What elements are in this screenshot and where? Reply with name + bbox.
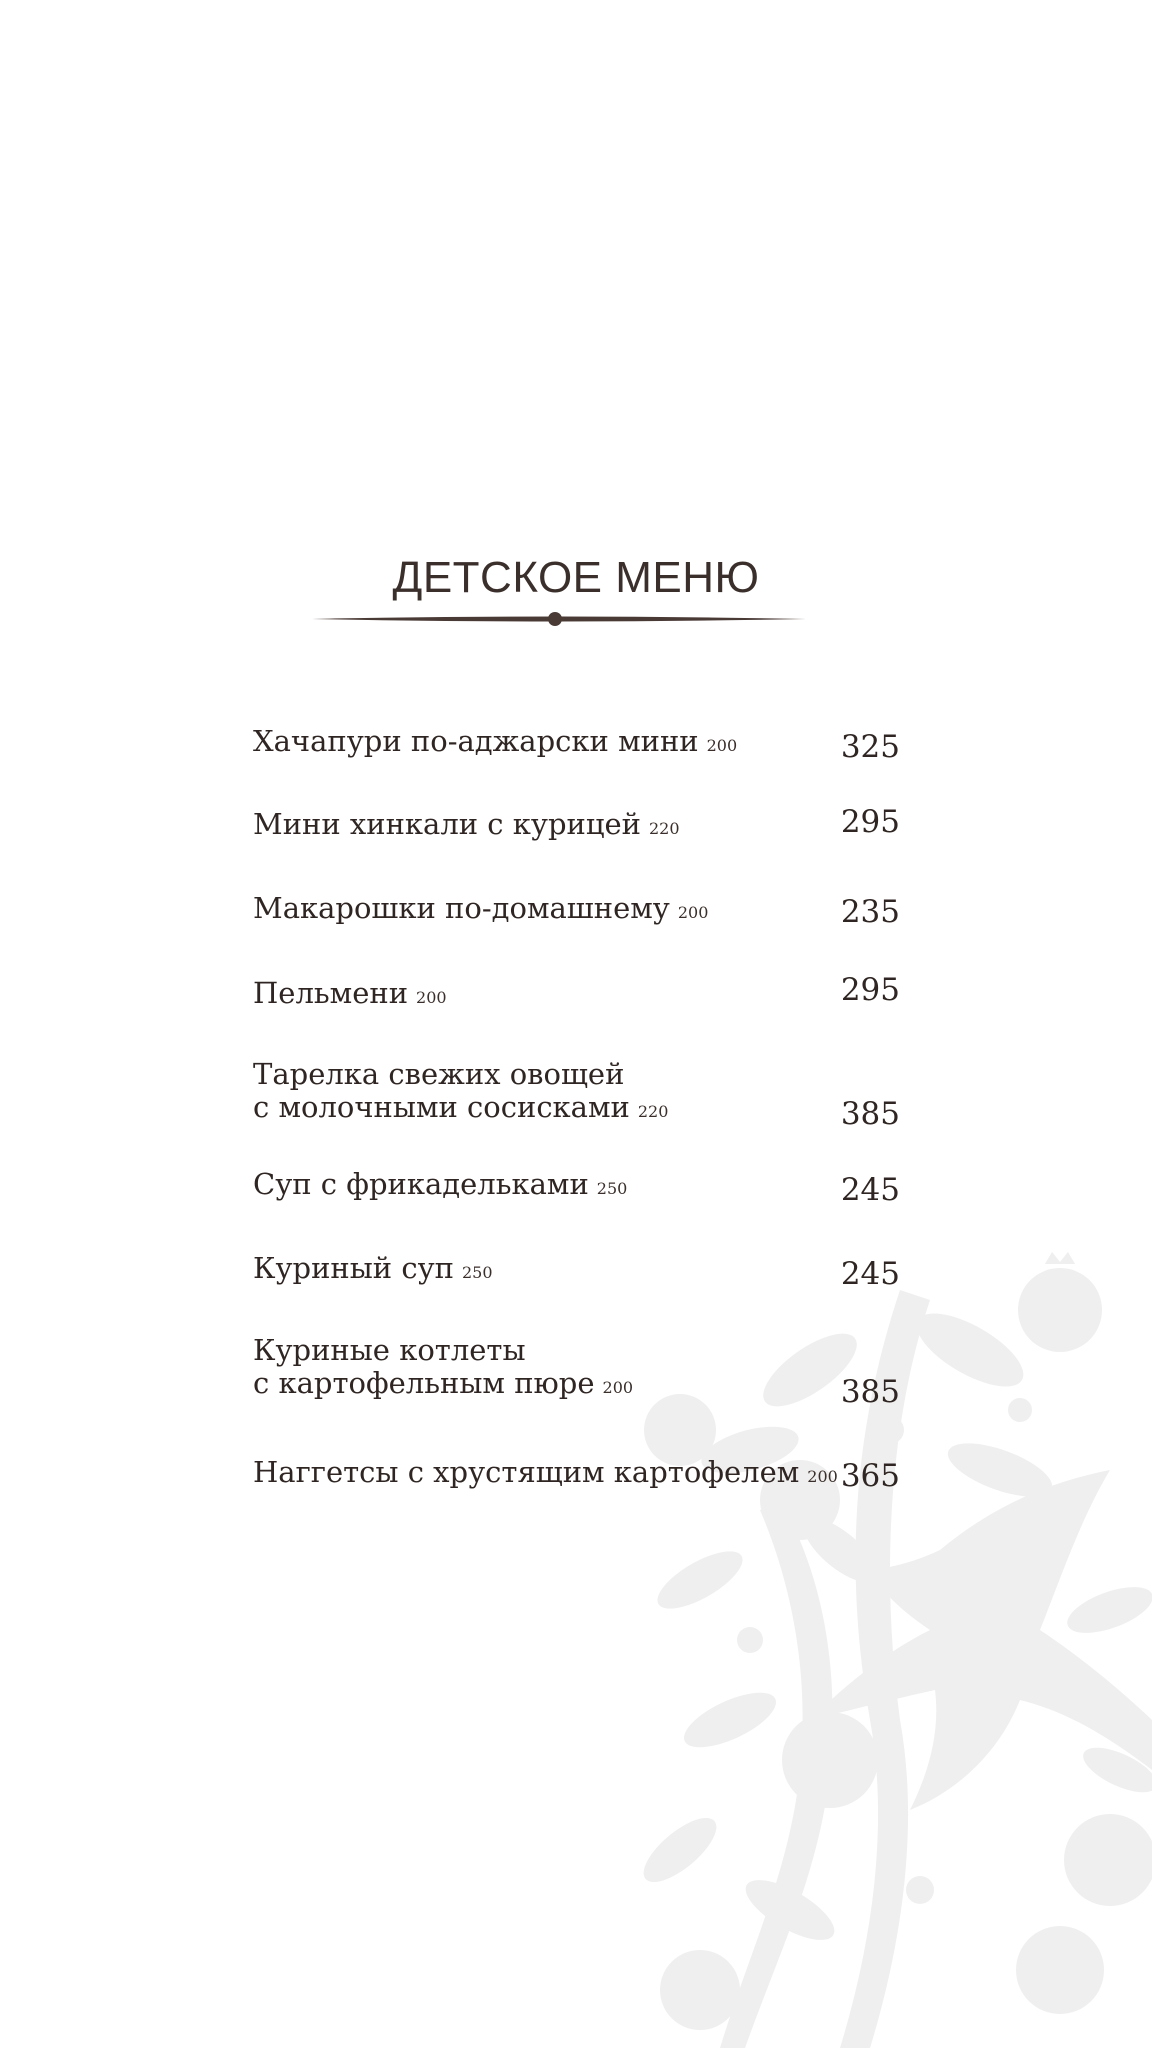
item-weight: 200 <box>677 903 709 922</box>
page-title: ДЕТСКОЕ МЕНЮ <box>392 553 760 602</box>
item-price: 295 <box>840 804 900 840</box>
item-weight: 200 <box>602 1378 634 1397</box>
item-weight: 200 <box>807 1467 838 1486</box>
item-weight: 200 <box>706 736 738 755</box>
item-price: 245 <box>840 1256 900 1292</box>
item-name: Суп с фрикадельками 250 <box>253 1167 628 1201</box>
item-name: Пельмени 200 <box>253 976 447 1010</box>
title-divider <box>312 604 806 634</box>
item-price: 385 <box>840 1096 900 1132</box>
item-name: Тарелка свежих овощей с молочными сосисками 220 <box>253 1057 669 1124</box>
item-price: 385 <box>840 1374 900 1410</box>
item-name: Наггетсы с хрустящим картофелем 200 <box>253 1455 838 1489</box>
item-price: 325 <box>840 729 900 765</box>
item-name: Куриный суп 250 <box>253 1251 493 1285</box>
item-name: Куриные котлеты с картофельным пюре 200 <box>253 1333 634 1400</box>
item-weight: 220 <box>648 819 680 838</box>
item-weight: 250 <box>462 1263 493 1282</box>
item-weight: 220 <box>637 1102 669 1121</box>
item-name: Хачапури по-аджарски мини 200 <box>253 724 738 758</box>
item-price: 295 <box>840 972 900 1008</box>
item-weight: 250 <box>596 1179 628 1198</box>
item-name: Мини хинкали с курицей 220 <box>253 807 680 841</box>
item-price: 245 <box>840 1172 900 1208</box>
item-weight: 200 <box>416 988 447 1007</box>
item-price: 235 <box>840 894 900 930</box>
item-name: Макарошки по-домашнему 200 <box>253 891 709 925</box>
item-price: 365 <box>840 1458 900 1494</box>
